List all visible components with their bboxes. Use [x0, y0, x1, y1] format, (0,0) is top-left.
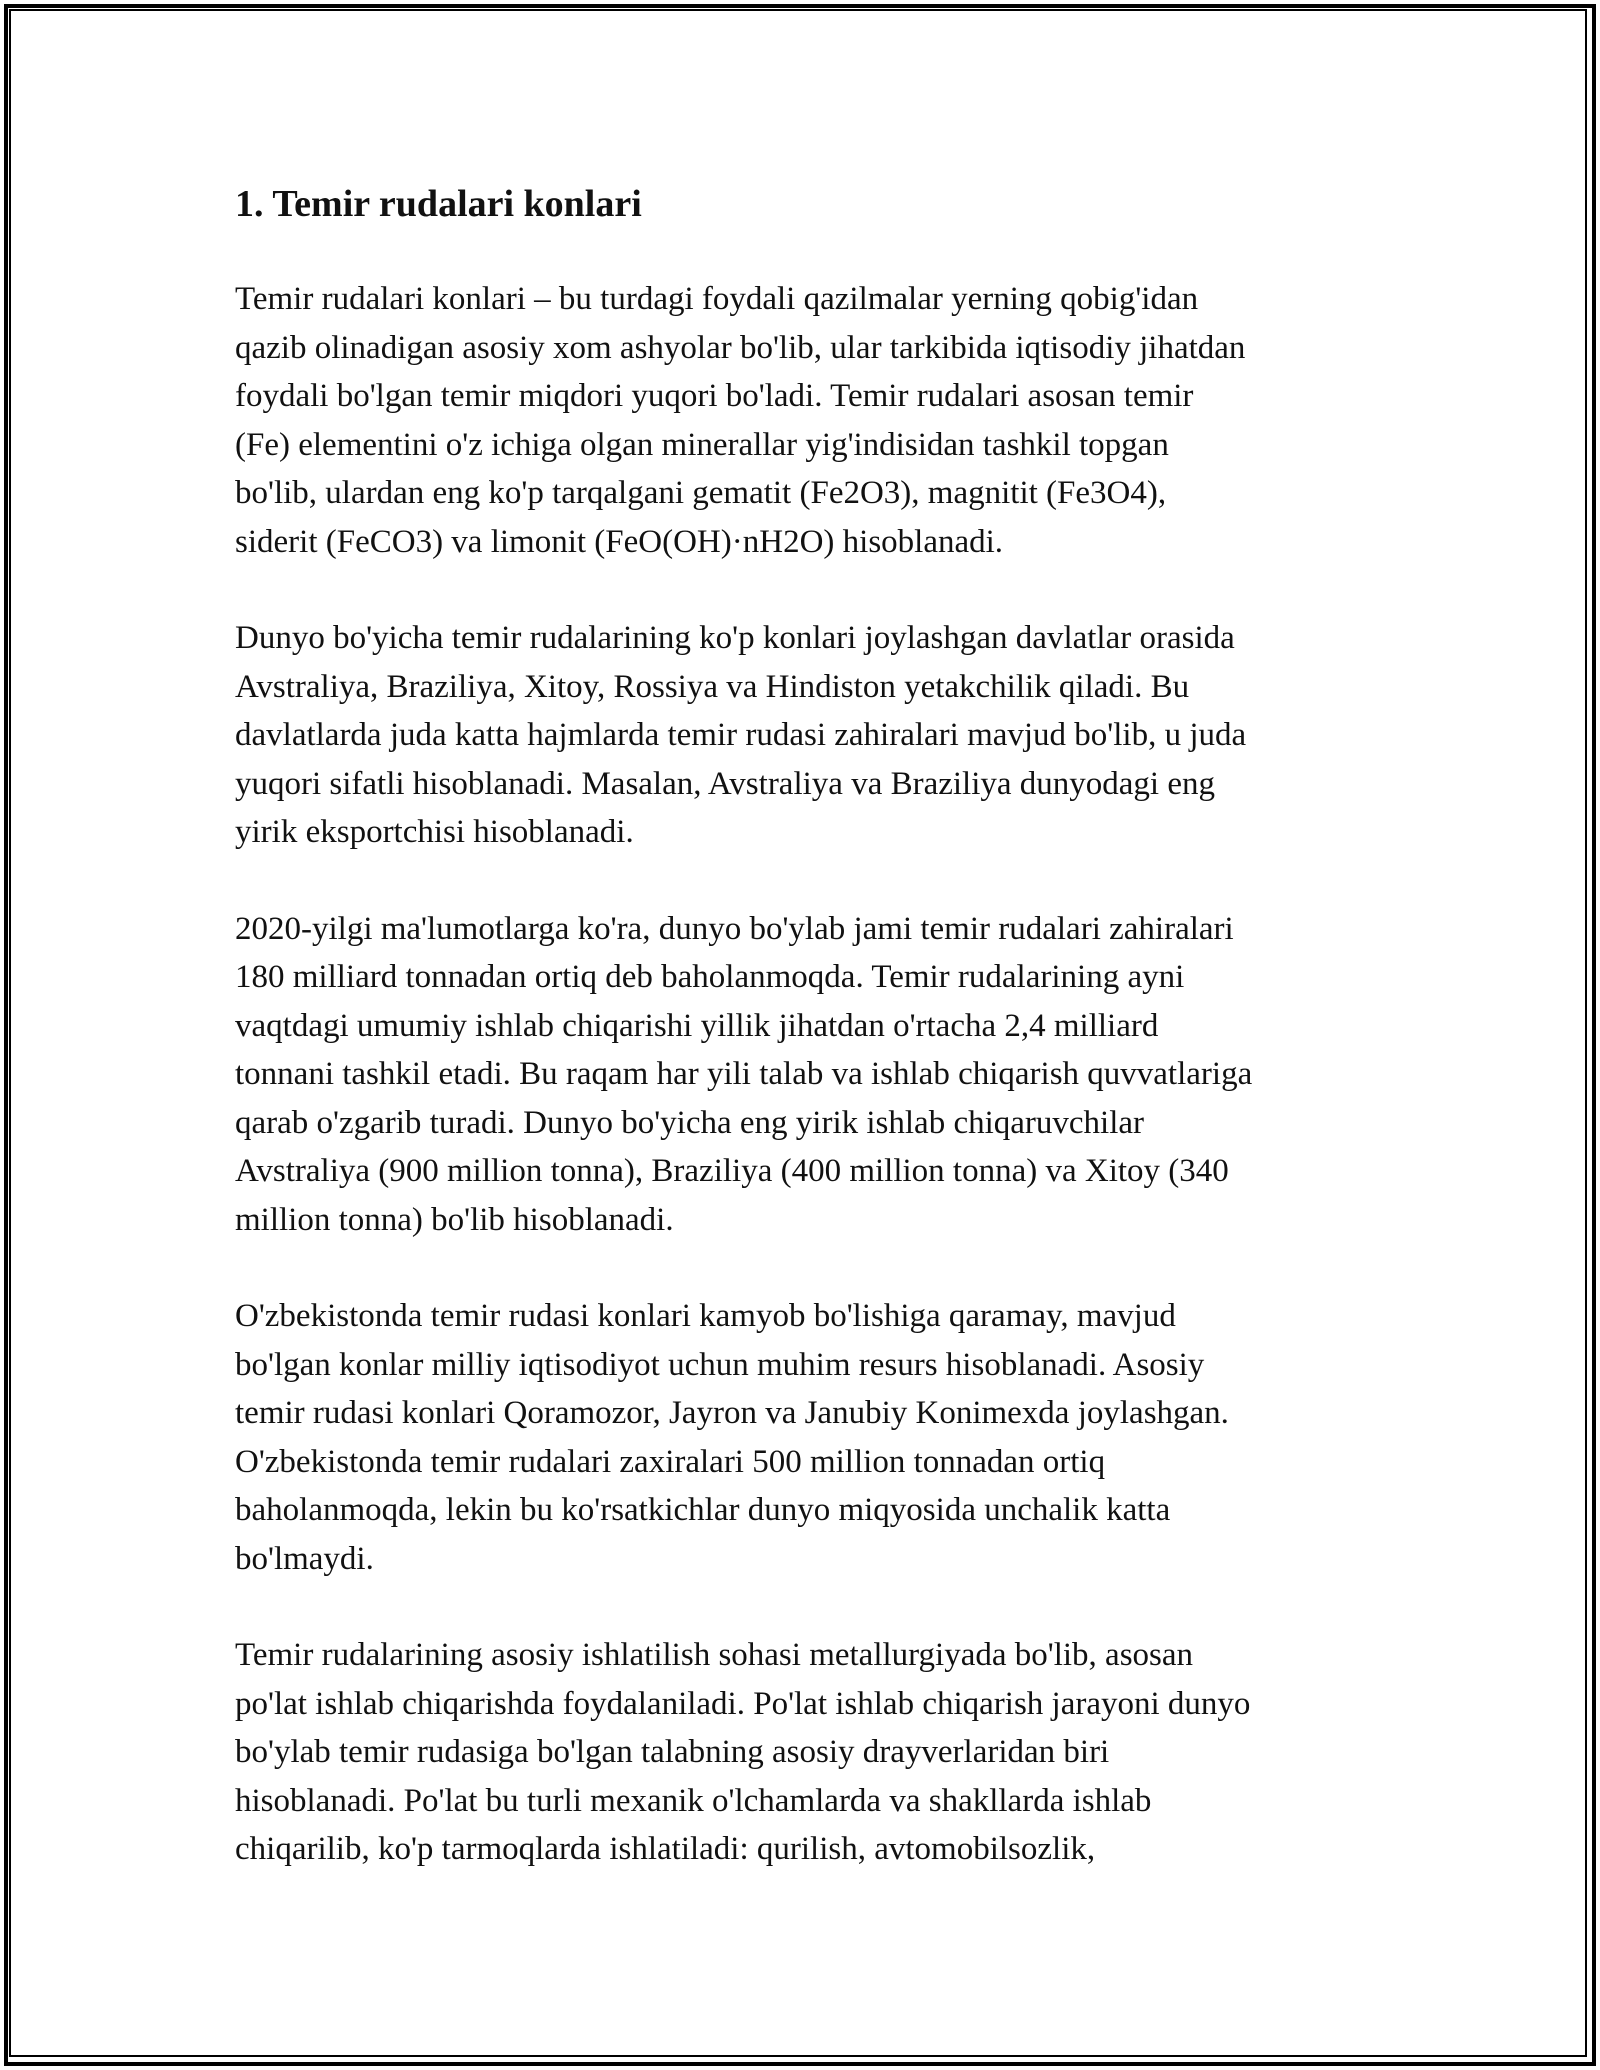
document-body: [235, 180, 1375, 1922]
section-heading: 1. Temir rudalari konlari: [235, 183, 642, 225]
paragraph-reserves-statistics: 2020-yilgi ma'lumotlarga ko'ra, dunyo bo'ylab jami temir rudalari zahiralari 180 milliard tonnadan ortiq deb baholanmoqda. Temir rudalarining ayni vaqtdagi umumiy ishlab chiqarishi yillik jihatdan o'rtacha 2,4 milliard tonnani tashkil etadi. Bu raqam har yili talab va ishlab chiqarish quvvatlariga qarab o'zgarib turadi. Dunyo bo'yicha eng yirik ishlab chiqaruvchilar Avstraliya (900 million tonna), Braziliya (400 million tonna) va Xitoy (340 million tonna) bo'lib hisoblanadi.: [235, 910, 1253, 1238]
paragraph-definition: Temir rudalari konlari – bu turdagi foydali qazilmalar yerning qobig'idan qazib olinadigan asosiy xom ashyolar bo'lib, ular tarkibida iqtisodiy jihatdan foydali bo'lgan temir miqdori yuqori bo'ladi. Temir rudalari asosan temir (Fe) elementini o'z ichiga olgan minerallar yig'indisidan tashkil topgan bo'lib, ulardan eng ko'p tarqalgani gematit (Fe2O3), magnitit (Fe3O4), siderit (FeCO3) va limonit (FeO(OH)·nH2O) hisoblanadi.: [235, 281, 1246, 560]
paragraph-uzbekistan-deposits: O'zbekistonda temir rudasi konlari kamyob bo'lishiga qaramay, mavjud bo'lgan konlar milliy iqtisodiyot uchun muhim resurs hisoblanadi. Asosiy temir rudasi konlari Qoramozor, Jayron va Janubiy Konimexda joylashgan. O'zbekistonda temir rudalari zaxiralari 500 million tonnadan ortiq baholanmoqda, lekin bu ko'rsatkichlar dunyo miqyosida unchalik katta bo'lmaydi.: [235, 1298, 1229, 1577]
paragraph-world-deposits: Dunyo bo'yicha temir rudalarining ko'p konlari joylashgan davlatlar orasida Avstraliya, Braziliya, Xitoy, Rossiya va Hindiston yetakchilik qiladi. Bu davlatlarda juda katta hajmlarda temir rudasi zahiralari mavjud bo'lib, u juda yuqori sifatli hisoblanadi. Masalan, Avstraliya va Braziliya dunyodagi eng yirik eksportchisi hisoblanadi.: [235, 620, 1247, 851]
paragraph-metallurgy-usage: Temir rudalarining asosiy ishlatilish sohasi metallurgiyada bo'lib, asosan po'lat ishlab chiqarishda foydalaniladi. Po'lat ishlab chiqarish jarayoni dunyo bo'ylab temir rudasiga bo'lgan talabning asosiy drayverlaridan biri hisoblanadi. Po'lat bu turli mexanik o'lchamlarda va shakllarda ishlab chiqarilib, ko'p tarmoqlarda ishlatiladi: qurilish, avtomobilsozlik,: [235, 1637, 1251, 1868]
